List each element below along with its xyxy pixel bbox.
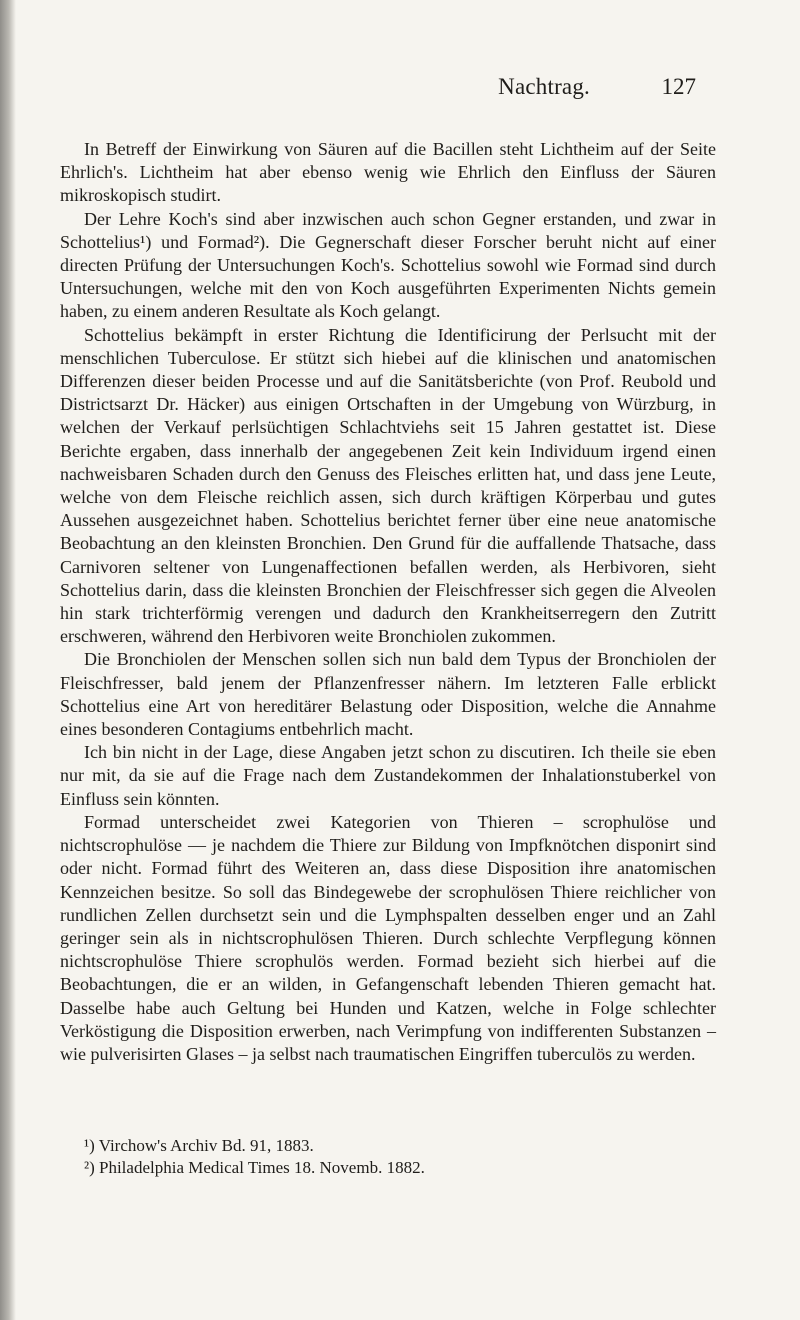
footnote: ¹) Virchow's Archiv Bd. 91, 1883.: [84, 1136, 314, 1155]
footnotes: [60, 1135, 716, 1179]
page-header: [0, 74, 800, 102]
paragraph: Schottelius bekämpft in erster Richtung die Identificirung der Perlsucht mit der menschlichen Tuberculose. Er stützt sich hiebei auf die klinischen und anatomischen Differenzen dieser beiden Processe und auf die Sanitätsberichte (von Prof. Reubold und Districtsarzt Dr. Häcker) aus einigen Ortschaften in der Umgebung von Würzburg, in welchen der Verkauf perlsüchtigen Schlachtviehs seit 15 Jahren gestattet ist. Diese Berichte ergaben, dass innerhalb der angegebenen Zeit kein Individuum irgend einen nachweisbaren Schaden durch den Genuss des Fleisches erlitten hat, und dass jene Leute, welche von dem Fleische reichlich assen, sich durch kräftigen Körperbau und gutes Aussehen ausgezeichnet haben. Schottelius berichtet ferner über eine neue anatomische Beobachtung an den kleinsten Bronchien. Den Grund für die auffallende Thatsache, dass Carnivoren seltener von Lungenaffectionen befallen werden, als Herbivoren, sieht Schottelius darin, dass die kleinsten Bronchien der Fleischfresser sich gegen die Alveolen hin stark trichterförmig verengen und dadurch den Krankheitserregern den Zutritt erschweren, während den Herbivoren weite Bronchiolen zukommen.: [60, 324, 716, 647]
running-title: Nachtrag.: [498, 74, 590, 99]
paragraph: Die Bronchiolen der Menschen sollen sich nun bald dem Typus der Bronchiolen der Fleischfresser, bald jenem der Pflanzenfresser nähern. Im letzteren Falle erblickt Schottelius eine Art von hereditärer Belastung oder Disposition, welche die Annahme eines besonderen Contagiums entbehrlich macht.: [60, 649, 716, 740]
paragraph: In Betreff der Einwirkung von Säuren auf die Bacillen steht Lichtheim auf der Seite Ehrlich's. Lichtheim hat aber ebenso wenig wie Ehrlich den Einfluss der Säuren mikroskopisch studirt.: [60, 139, 716, 206]
paragraph: Ich bin nicht in der Lage, diese Angaben jetzt schon zu discutiren. Ich theile sie eben nur mit, da sie auf die Frage nach dem Zustandekommen der Inhalationstuberkel von Einfluss sein könnten.: [60, 742, 716, 809]
paragraph: Formad unterscheidet zwei Kategorien von Thieren – scrophulöse und nichtscrophulöse — je nachdem die Thiere zur Bildung von Impfknötchen disponirt sind oder nicht. Formad führt des Weiteren an, dass diese Disposition ihre anatomischen Kennzeichen besitze. So soll das Bindegewebe der scrophulösen Thiere reichlicher von rundlichen Zellen durchsetzt sein und die Lymphspalten desselben enger und an Zahl geringer sein als in nichtscrophulösen Thieren. Durch schlechte Verpflegung können nichtscrophulöse Thiere scrophulös werden. Formad bezieht sich hierbei auf die Beobachtungen, die er an wilden, in Gefangenschaft lebenden Thieren gemacht hat. Dasselbe habe auch Geltung bei Hunden und Katzen, welche in Folge schlechter Verköstigung die Disposition erwerben, nach Verimpfung von indifferenten Substanzen – wie pulverisirten Glases – ja selbst nach traumatischen Eingriffen tuberculös zu werden.: [60, 811, 716, 1064]
footnote: ²) Philadelphia Medical Times 18. Novemb. 1882.: [84, 1158, 425, 1177]
paragraph: Der Lehre Koch's sind aber inzwischen auch schon Gegner erstanden, und zwar in Schottelius¹) und Formad²). Die Gegnerschaft dieser Forscher beruht nicht auf einer directen Prüfung der Untersuchungen Koch's. Schottelius sowohl wie Formad sind durch Untersuchungen, welche mit den von Koch ausgeführten Experimenten Nichts gemein haben, zu einem anderen Resultate als Koch gelangt.: [60, 208, 716, 322]
page-number: 127: [661, 74, 696, 99]
book-binding-shadow: [0, 0, 16, 1320]
main-text: [60, 138, 716, 1066]
